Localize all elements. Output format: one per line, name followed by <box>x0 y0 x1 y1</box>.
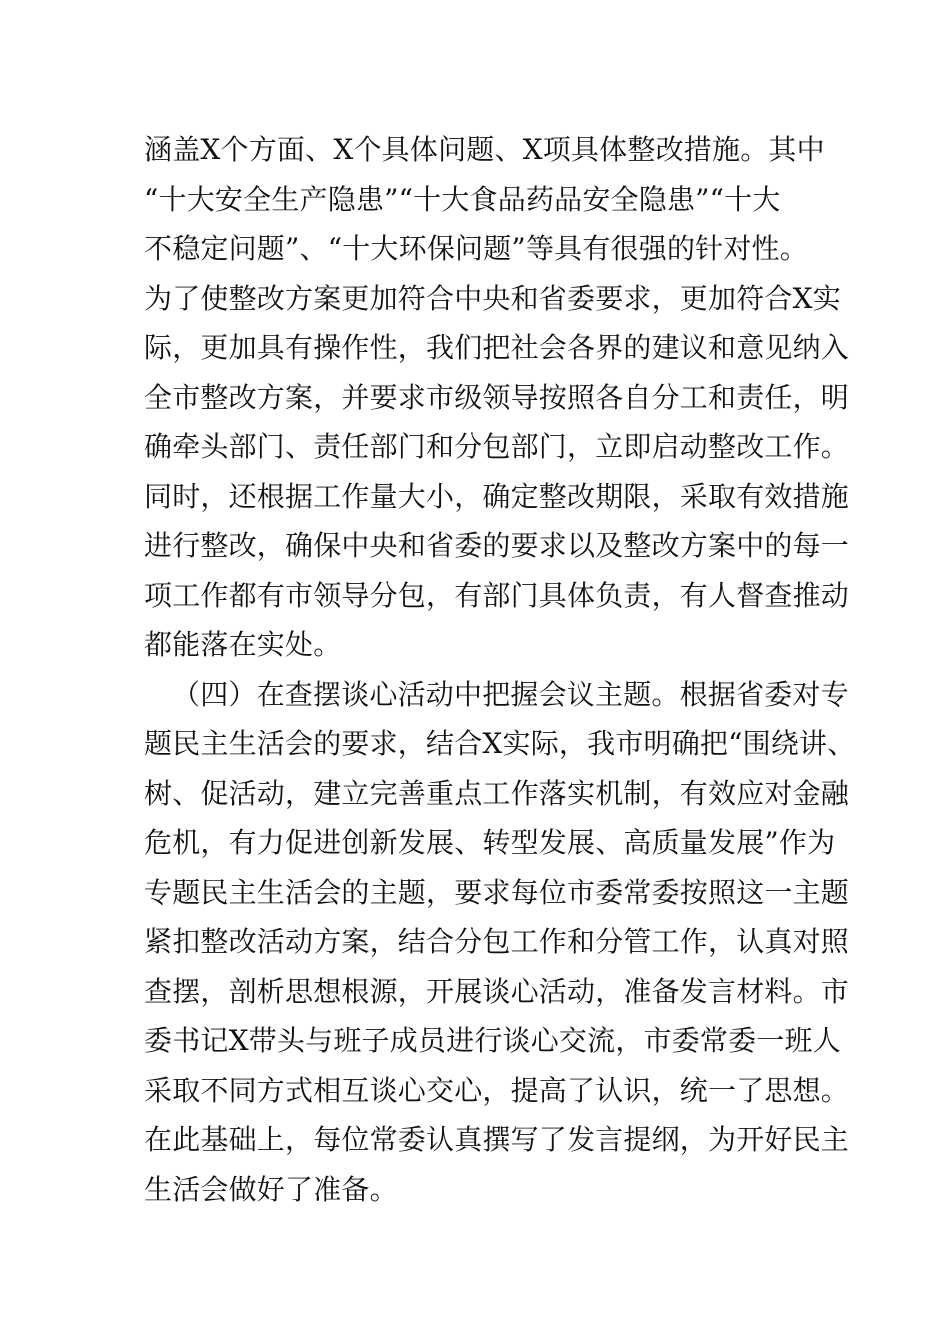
text-line: 际，更加具有操作性，我们把社会各界的建议和意见纳入 <box>144 331 850 364</box>
text-line: “十大安全生产隐患”“十大食品药品安全隐患”“十大 <box>144 182 781 216</box>
paragraph-1 <box>144 125 850 670</box>
text-line: 都能落在实处。 <box>144 628 342 661</box>
text-line: （四）在查摆谈心活动中把握会议主题。根据省委对专 <box>172 677 849 711</box>
text-line: 项工作都有市领导分包，有部门具体负责，有人督查推动 <box>144 578 850 612</box>
text-line: 紧扣整改活动方案，结合分包工作和分管工作，认真对照 <box>144 925 850 958</box>
text-line: 在此基础上，每位常委认真撰写了发言提纲，为开好民主 <box>144 1123 850 1156</box>
text-line: 涵盖X个方面、X个具体问题、X项具体整改措施。其中 <box>144 133 825 166</box>
text-line: 为了使整改方案更加符合中央和省委要求，更加符合X实 <box>144 281 841 315</box>
document-body <box>144 125 856 1214</box>
text-line: 全市整改方案，并要求市级领导按照各自分工和责任，明 <box>144 380 850 414</box>
text-line: 确牵头部门、责任部门和分包部门，立即启动整改工作。 <box>144 430 850 463</box>
text-line: 进行整改，确保中央和省委的要求以及整改方案中的每一 <box>144 529 850 562</box>
text-line: 树、促活动，建立完善重点工作落实机制，有效应对金融 <box>144 776 850 810</box>
text-line: 委书记X带头与班子成员进行谈心交流，市委常委一班人 <box>144 1024 841 1057</box>
text-line: 题民主生活会的要求，结合X实际，我市明确把“围绕讲、 <box>144 727 856 760</box>
text-line: 专题民主生活会的主题，要求每位市委常委按照这一主题 <box>144 875 850 909</box>
text-line: 同时，还根据工作量大小，确定整改期限，采取有效措施 <box>144 479 850 513</box>
text-line: 采取不同方式相互谈心交心，提高了认识，统一了思想。 <box>144 1073 850 1107</box>
paragraph-2 <box>144 670 856 1215</box>
text-line: 不稳定问题”、“十大环保问题”等具有很强的针对性。 <box>144 232 808 265</box>
text-line: 查摆，剖析思想根源，开展谈心活动，准备发言材料。市 <box>144 974 850 1008</box>
text-line: 危机，有力促进创新发展、转型发展、高质量发展”作为 <box>144 826 836 859</box>
text-line: 生活会做好了准备。 <box>144 1172 398 1206</box>
